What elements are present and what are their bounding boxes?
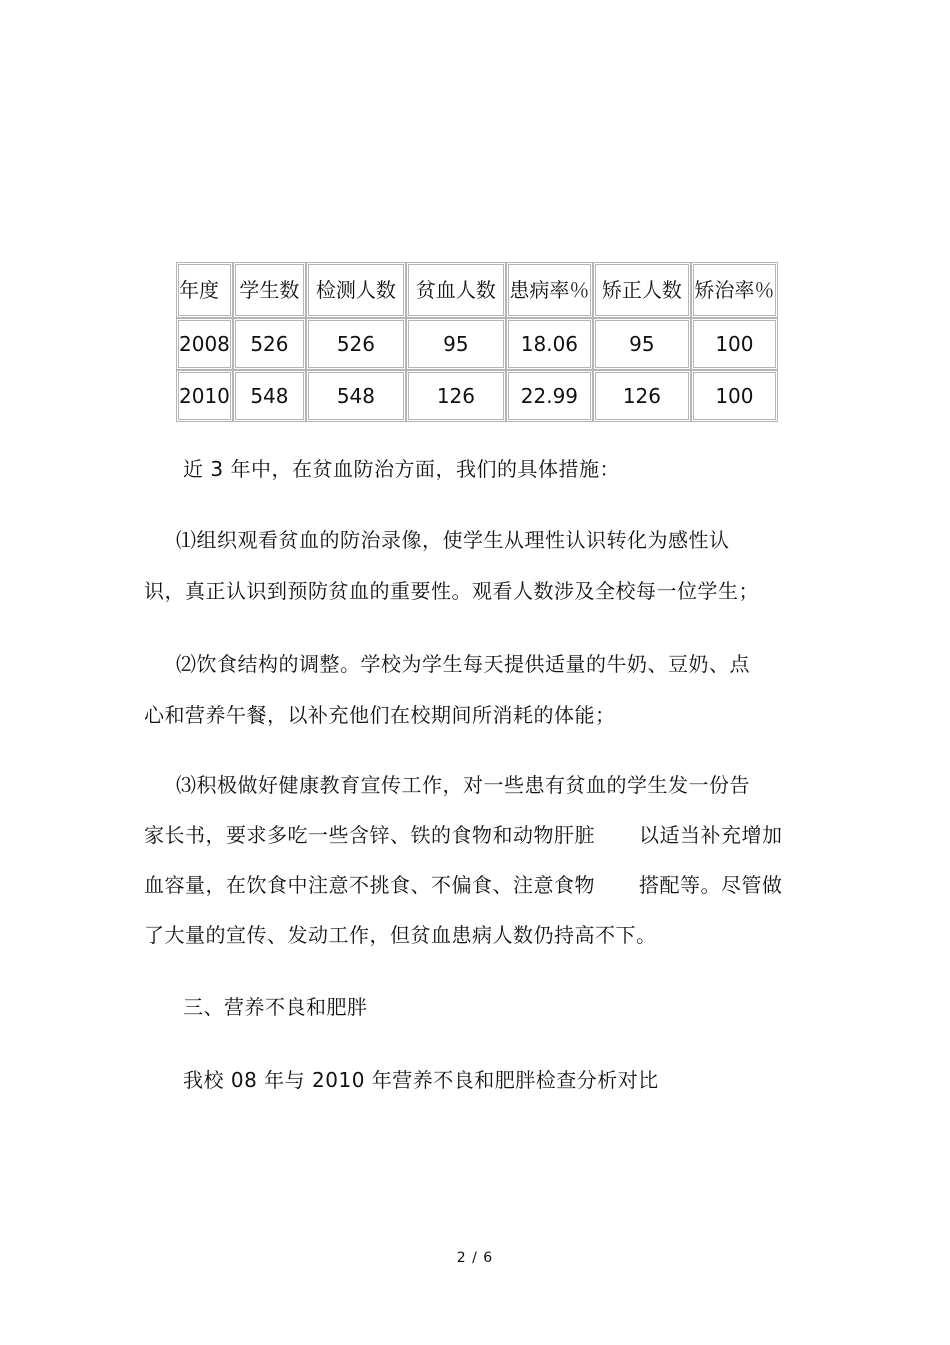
table-cell: 2010 [176,370,233,422]
measure-1-line-2: 识，真正认识到预防贫血的重要性。观看人数涉及全校每一位学生； [144,579,759,603]
measure-3-line-2-part-b: 以适当补充增加 [639,823,783,847]
measure-2-line-1: ⑵饮食结构的调整。学校为学生每天提供适量的牛奶、豆奶、点 [176,652,750,676]
table-cell: 126 [406,370,506,422]
table-header-row [176,262,778,318]
measure-3-line-2-part-a: 家长书，要求多吃一些含锌、铁的食物和动物肝脏 [144,823,595,847]
measure-3-line-3-part-b: 搭配等。尽管做 [639,873,783,897]
table-cell: 100 [691,370,778,422]
section-3-heading: 三、营养不良和肥胖 [183,995,368,1019]
table-cell: 548 [306,370,406,422]
page-number: 2 / 6 [456,1250,494,1266]
header-cell-year: 年度 [176,262,233,318]
table-cell: 126 [593,370,691,422]
measures-intro: 近 3 年中，在贫血防治方面，我们的具体措施： [183,457,620,481]
table-cell: 526 [233,318,306,370]
table-cell: 100 [691,318,778,370]
table-cell: 526 [306,318,406,370]
table-cell: 95 [406,318,506,370]
table-cell: 18.06 [506,318,593,370]
header-cell-students: 学生数 [233,262,306,318]
header-cell-correction-rate: 矫治率％ [691,262,778,318]
header-cell-corrected: 矫正人数 [593,262,691,318]
measure-3-line-2 [144,822,783,848]
section-3-intro: 我校 08 年与 2010 年营养不良和肥胖检查分析对比 [183,1068,659,1092]
table-cell: 95 [593,318,691,370]
header-cell-prevalence: 患病率％ [506,262,593,318]
measure-2-line-2: 心和营养午餐，以补充他们在校期间所消耗的体能； [144,703,616,727]
table-row [176,318,778,370]
measure-3-line-1: ⑶积极做好健康教育宣传工作，对一些患有贫血的学生发一份告 [176,773,750,797]
measure-1-line-1: ⑴组织观看贫血的防治录像，使学生从理性认识转化为感性认 [176,528,730,552]
table-cell: 548 [233,370,306,422]
measure-3-line-3 [144,872,783,898]
table-cell: 22.99 [506,370,593,422]
measure-3-line-3-part-a: 血容量，在饮食中注意不挑食、不偏食、注意食物 [144,873,595,897]
anemia-statistics-table [176,262,778,422]
header-cell-anemia-count: 贫血人数 [406,262,506,318]
header-cell-tested: 检测人数 [306,262,406,318]
table-row [176,370,778,422]
table-cell: 2008 [176,318,233,370]
measure-3-line-4: 了大量的宣传、发动工作，但贫血患病人数仍持高不下。 [144,923,657,947]
